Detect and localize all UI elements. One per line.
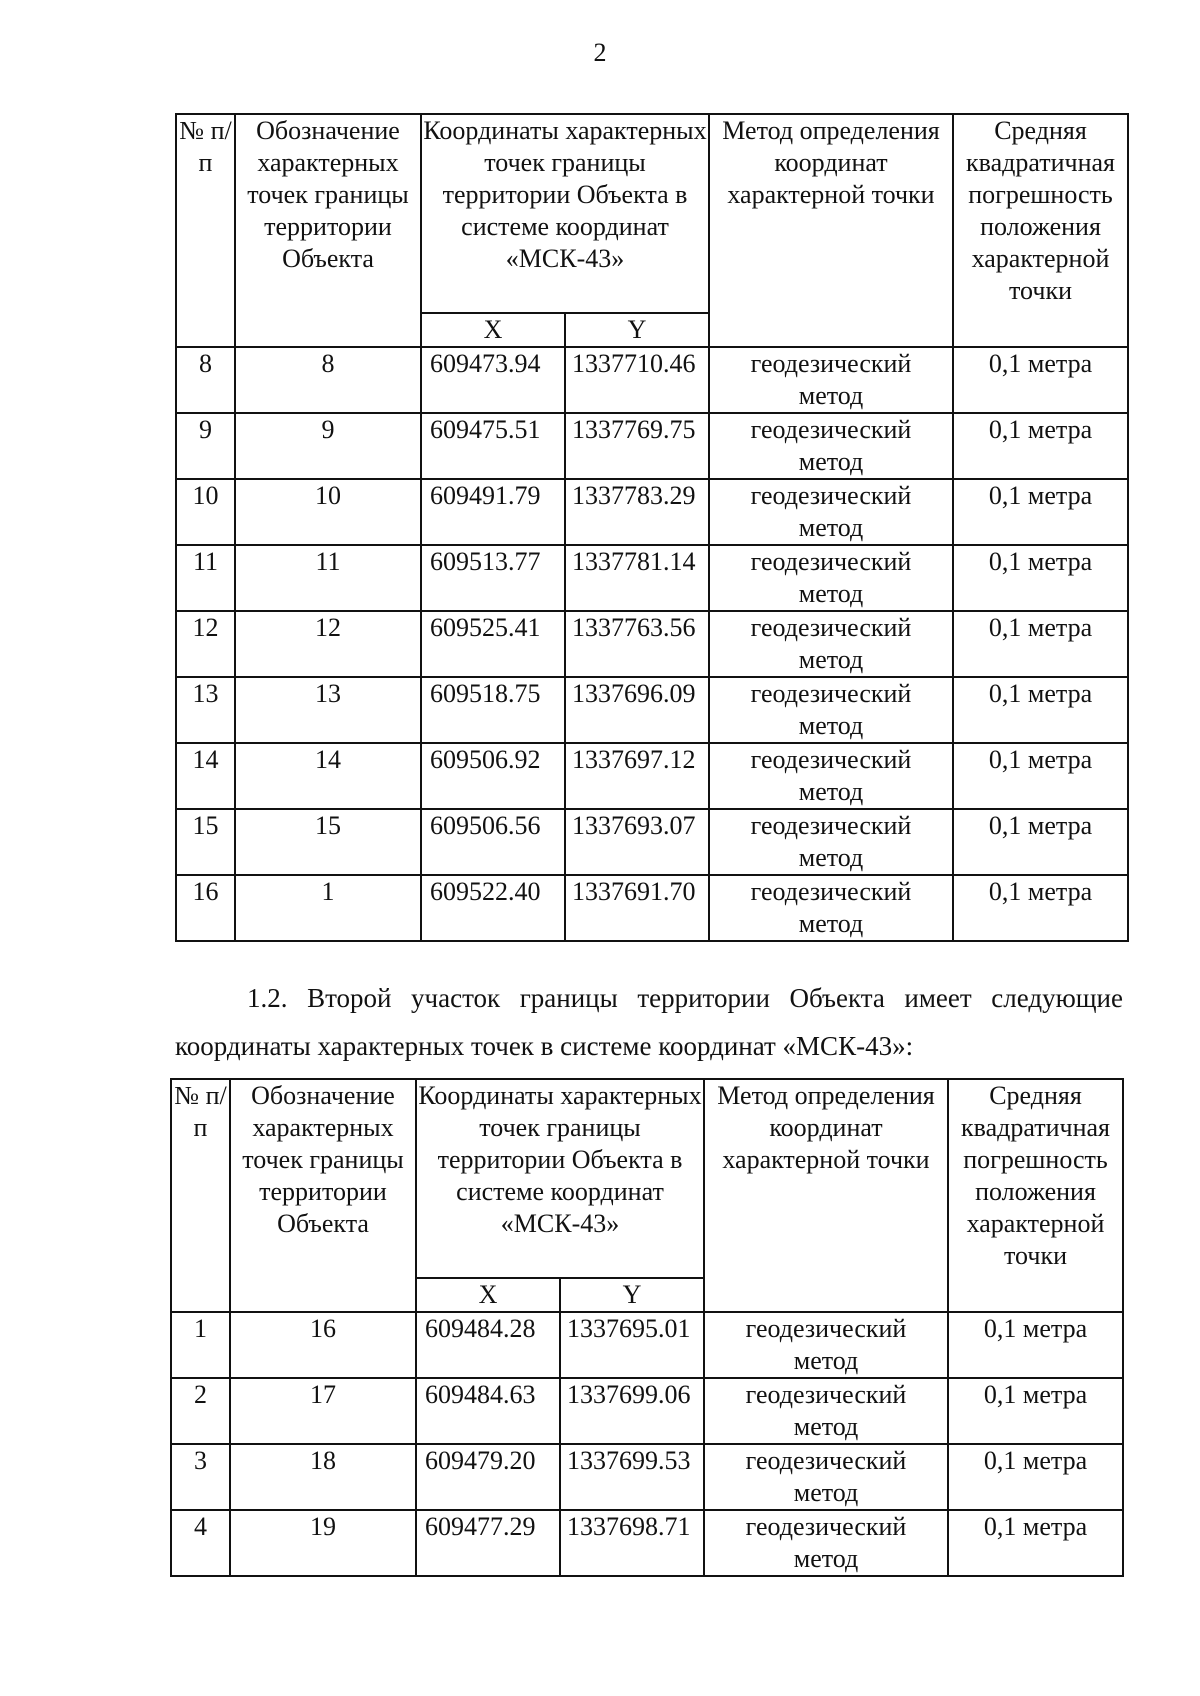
table-row	[176, 545, 1128, 611]
method-line-1: геодезический	[745, 1314, 907, 1343]
method-line-2: метод	[798, 645, 864, 674]
coordinate-y: 1337697.12	[565, 743, 709, 809]
coordinate-y: 1337763.56	[565, 611, 709, 677]
row-number: 4	[171, 1510, 230, 1576]
header-x: X	[416, 1278, 560, 1312]
coordinate-x: 609473.94	[421, 347, 565, 413]
table-row	[176, 479, 1128, 545]
header-y: Y	[565, 313, 709, 347]
coordinate-x: 609518.75	[421, 677, 565, 743]
header-x: X	[421, 313, 565, 347]
point-designation: 12	[235, 611, 421, 677]
method-line-2: метод	[798, 777, 864, 806]
coordinate-x: 609525.41	[421, 611, 565, 677]
row-number: 10	[176, 479, 235, 545]
coordinate-x: 609475.51	[421, 413, 565, 479]
method	[709, 809, 953, 875]
row-number: 8	[176, 347, 235, 413]
point-designation: 19	[230, 1510, 416, 1576]
table-1-body	[176, 347, 1128, 941]
method-line-1: геодезический	[750, 877, 912, 906]
method-line-1: геодезический	[745, 1446, 907, 1475]
point-designation: 14	[235, 743, 421, 809]
method-line-2: метод	[798, 513, 864, 542]
row-number: 11	[176, 545, 235, 611]
method	[709, 413, 953, 479]
paragraph-line-1: 1.2. Второй участок границы территории Объекта имеет следующие	[247, 983, 1123, 1013]
point-designation: 17	[230, 1378, 416, 1444]
coordinate-y: 1337693.07	[565, 809, 709, 875]
method-line-2: метод	[793, 1478, 859, 1507]
error-value: 0,1 метра	[953, 611, 1128, 677]
coordinate-x: 609506.56	[421, 809, 565, 875]
method	[709, 545, 953, 611]
coordinates-table-2	[170, 1078, 1124, 1577]
row-number: 2	[171, 1378, 230, 1444]
coordinate-y: 1337710.46	[565, 347, 709, 413]
coordinate-y: 1337699.53	[560, 1444, 704, 1510]
error-value: 0,1 метра	[948, 1510, 1123, 1576]
table-row	[176, 809, 1128, 875]
point-designation: 8	[235, 347, 421, 413]
point-designation: 11	[235, 545, 421, 611]
method-line-1: геодезический	[750, 613, 912, 642]
table-row	[171, 1378, 1123, 1444]
method-line-2: метод	[793, 1412, 859, 1441]
row-number: 9	[176, 413, 235, 479]
coordinate-x: 609506.92	[421, 743, 565, 809]
method	[704, 1378, 948, 1444]
method-line-1: геодезический	[745, 1380, 907, 1409]
table-row	[176, 347, 1128, 413]
coordinate-x: 609479.20	[416, 1444, 560, 1510]
header-designation: Обозначение характерных точек границы территории Объекта	[235, 114, 421, 347]
method-line-2: метод	[798, 843, 864, 872]
coordinate-x: 609491.79	[421, 479, 565, 545]
method	[704, 1444, 948, 1510]
method-line-1: геодезический	[750, 547, 912, 576]
method-line-2: метод	[798, 909, 864, 938]
point-designation: 15	[235, 809, 421, 875]
method-line-1: геодезический	[745, 1512, 907, 1541]
method-line-1: геодезический	[750, 349, 912, 378]
table-row	[176, 611, 1128, 677]
table-row	[171, 1312, 1123, 1378]
method-line-1: геодезический	[750, 415, 912, 444]
method-line-2: метод	[793, 1346, 859, 1375]
method	[709, 677, 953, 743]
error-value: 0,1 метра	[948, 1444, 1123, 1510]
method	[704, 1312, 948, 1378]
paragraph-line-2: координаты характерных точек в системе координат «МСК-43»:	[175, 1031, 914, 1061]
error-value: 0,1 метра	[953, 479, 1128, 545]
error-value: 0,1 метра	[948, 1312, 1123, 1378]
method-line-2: метод	[798, 579, 864, 608]
table-row	[171, 1444, 1123, 1510]
coordinate-x: 609477.29	[416, 1510, 560, 1576]
error-value: 0,1 метра	[953, 875, 1128, 941]
table-row	[176, 875, 1128, 941]
coordinate-y: 1337696.09	[565, 677, 709, 743]
point-designation: 13	[235, 677, 421, 743]
point-designation: 18	[230, 1444, 416, 1510]
method	[709, 743, 953, 809]
coordinate-y: 1337769.75	[565, 413, 709, 479]
header-designation: Обозначение характерных точек границы территории Объекта	[230, 1079, 416, 1312]
table-row	[171, 1510, 1123, 1576]
method-line-1: геодезический	[750, 811, 912, 840]
header-num: № п/п	[176, 114, 235, 347]
method	[709, 875, 953, 941]
row-number: 12	[176, 611, 235, 677]
row-number: 14	[176, 743, 235, 809]
coordinate-y: 1337698.71	[560, 1510, 704, 1576]
method	[709, 347, 953, 413]
method-line-1: геодезический	[750, 679, 912, 708]
method	[709, 479, 953, 545]
coordinate-y: 1337695.01	[560, 1312, 704, 1378]
error-value: 0,1 метра	[953, 413, 1128, 479]
point-designation: 9	[235, 413, 421, 479]
table-row	[176, 413, 1128, 479]
header-coordinates: Координаты характерных точек границы территории Объекта в системе координат «МСК-43»	[416, 1079, 704, 1278]
table-row	[176, 677, 1128, 743]
table-row	[176, 743, 1128, 809]
row-number: 16	[176, 875, 235, 941]
method-line-2: метод	[798, 447, 864, 476]
error-value: 0,1 метра	[953, 809, 1128, 875]
method-line-2: метод	[793, 1544, 859, 1573]
coordinate-x: 609522.40	[421, 875, 565, 941]
point-designation: 10	[235, 479, 421, 545]
coordinate-y: 1337783.29	[565, 479, 709, 545]
table-2-body	[171, 1312, 1123, 1576]
header-error: Средняя квадратичная погрешность положения характерной точки	[948, 1079, 1123, 1312]
method-line-1: геодезический	[750, 745, 912, 774]
header-method: Метод определения координат характерной точки	[704, 1079, 948, 1312]
header-coordinates: Координаты характерных точек границы территории Объекта в системе координат «МСК-43»	[421, 114, 709, 313]
row-number: 13	[176, 677, 235, 743]
error-value: 0,1 метра	[953, 743, 1128, 809]
header-error: Средняя квадратичная погрешность положения характерной точки	[953, 114, 1128, 347]
header-y: Y	[560, 1278, 704, 1312]
coordinate-y: 1337691.70	[565, 875, 709, 941]
error-value: 0,1 метра	[953, 545, 1128, 611]
method-line-2: метод	[798, 711, 864, 740]
error-value: 0,1 метра	[953, 677, 1128, 743]
header-method: Метод определения координат характерной точки	[709, 114, 953, 347]
method-line-2: метод	[798, 381, 864, 410]
method	[704, 1510, 948, 1576]
coordinate-y: 1337699.06	[560, 1378, 704, 1444]
coordinate-x: 609484.28	[416, 1312, 560, 1378]
row-number: 1	[171, 1312, 230, 1378]
coordinate-x: 609513.77	[421, 545, 565, 611]
header-num: № п/п	[171, 1079, 230, 1312]
method-line-1: геодезический	[750, 481, 912, 510]
coordinate-x: 609484.63	[416, 1378, 560, 1444]
coordinate-y: 1337781.14	[565, 545, 709, 611]
page-number: 2	[593, 38, 607, 67]
point-designation: 1	[235, 875, 421, 941]
error-value: 0,1 метра	[948, 1378, 1123, 1444]
coordinates-table-1	[175, 113, 1129, 942]
error-value: 0,1 метра	[953, 347, 1128, 413]
row-number: 3	[171, 1444, 230, 1510]
point-designation: 16	[230, 1312, 416, 1378]
row-number: 15	[176, 809, 235, 875]
method	[709, 611, 953, 677]
